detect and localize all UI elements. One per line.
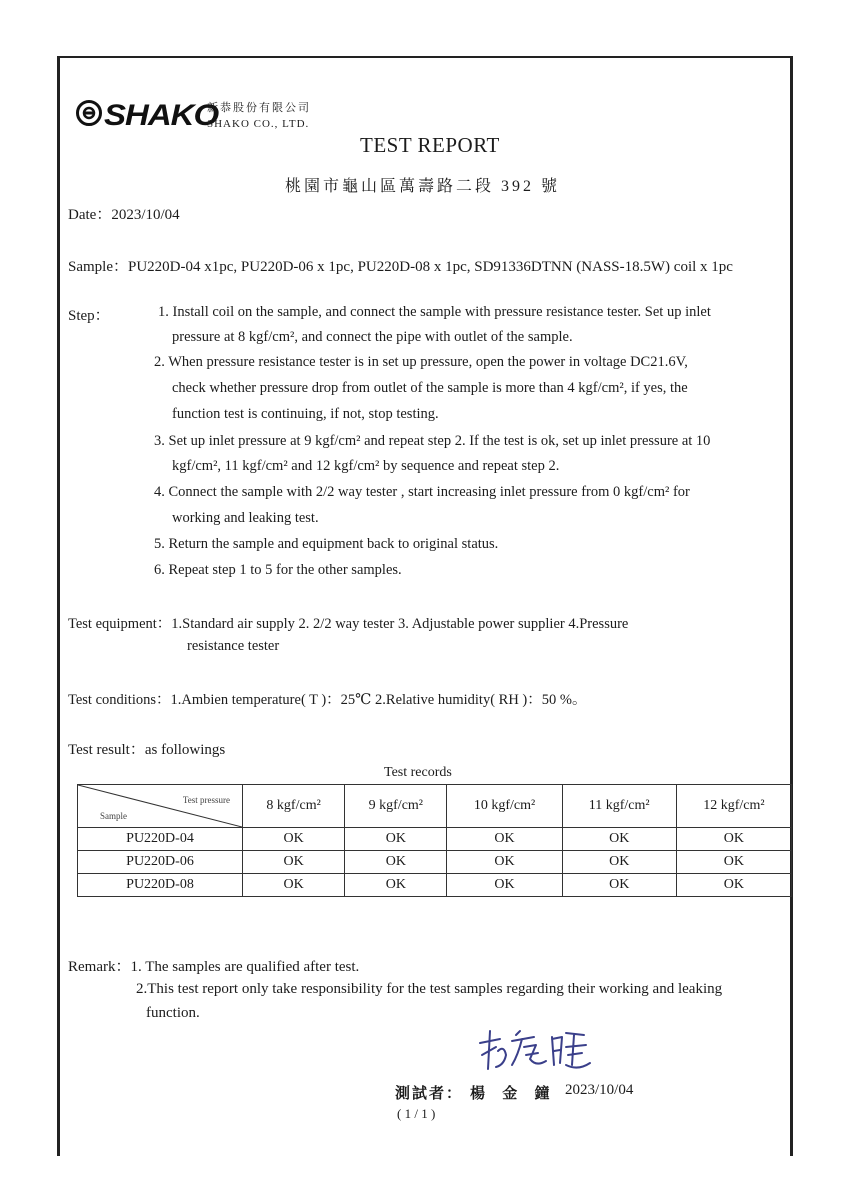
pressure-header: 10 kgf/cm² [447,785,562,828]
step-label: Step： [68,308,110,324]
result-cell: OK [345,851,447,874]
result-cell: OK [562,874,676,897]
company-name-cn: 新恭股份有限公司 [207,102,311,114]
result-cell: OK [243,828,345,851]
tester-name: 楊 金 鐘 [470,1084,556,1102]
remark-line-1: Remark：1. The samples are qualified after test. [68,959,360,975]
company-address: 桃園市龜山區萬壽路二段 392 號 [285,178,561,195]
result-cell: OK [562,828,676,851]
result-cell: OK [447,828,562,851]
result-cell: OK [345,828,447,851]
report-date: Date：2023/10/04 [68,207,180,223]
sample-name-cell: PU220D-08 [78,874,243,897]
company-logo-icon [76,100,102,126]
test-equipment: Test equipment：1.Standard air supply 2. 2/2 way tester 3. Adjustable power supplier 4.Pressure [68,616,629,632]
result-cell: OK [447,851,562,874]
remark-line-3: function. [146,1005,200,1021]
result-cell: OK [243,851,345,874]
table-caption: Test records [384,765,452,780]
tester-date: 2023/10/04 [565,1082,634,1098]
step-line: 5. Return the sample and equipment back to original status. [154,536,499,552]
result-cell: OK [243,874,345,897]
sample-name-cell: PU220D-04 [78,828,243,851]
pressure-header: 12 kgf/cm² [676,785,791,828]
result-cell: OK [562,851,676,874]
step-line: 2. When pressure resistance tester is in set up pressure, open the power in voltage DC21.6V, [154,354,688,370]
step-line: working and leaking test. [172,510,319,526]
page-number: ( 1 / 1 ) [397,1106,436,1121]
step-line: function test is continuing, if not, stop testing. [172,406,439,422]
handwritten-signature [474,1025,594,1073]
pressure-header: 11 kgf/cm² [562,785,676,828]
report-title: TEST REPORT [360,133,500,157]
result-cell: OK [676,851,791,874]
test-records-table [77,784,792,897]
diag-header-sample: Sample [100,811,127,821]
company-logo-text: SHAKO [104,98,219,132]
test-conditions: Test conditions：1.Ambien temperature( T )：25℃ 2.Relative humidity( RH )：50 %。 [68,692,587,708]
step-line: pressure at 8 kgf/cm², and connect the pipe with outlet of the sample. [172,329,573,345]
result-cell: OK [447,874,562,897]
table-header-row [78,785,792,828]
company-name-en: SHAKO CO., LTD. [207,118,310,130]
result-cell: OK [345,874,447,897]
tester-label: 測試者： [395,1084,464,1102]
diag-header-pressure: Test pressure [182,795,230,805]
step-line: 4. Connect the sample with 2/2 way tester , start increasing inlet pressure from 0 kgf/cm² for [154,484,690,500]
diagonal-header-cell [78,785,243,828]
table-row [78,828,792,851]
step-line: kgf/cm², 11 kgf/cm² and 12 kgf/cm² by sequence and repeat step 2. [172,458,560,474]
pressure-header: 8 kgf/cm² [243,785,345,828]
test-result-label: Test result：as followings [68,742,226,758]
pressure-header: 9 kgf/cm² [345,785,447,828]
result-cell: OK [676,874,791,897]
step-line: 1. Install coil on the sample, and connect the sample with pressure resistance tester. Set up inlet [158,304,711,320]
table-row [78,874,792,897]
sample-line: Sample：PU220D-04 x1pc, PU220D-06 x 1pc, PU220D-08 x 1pc, SD91336DTNN (NASS-18.5W) coil x 1pc [68,259,733,275]
result-cell: OK [676,828,791,851]
table-row [78,851,792,874]
test-equipment-cont: resistance tester [187,638,280,654]
sample-name-cell: PU220D-06 [78,851,243,874]
step-line: 3. Set up inlet pressure at 9 kgf/cm² and repeat step 2. If the test is ok, set up inlet pressure at 10 [154,433,711,449]
step-line: 6. Repeat step 1 to 5 for the other samples. [154,562,402,578]
remark-line-2: 2.This test report only take responsibility for the test samples regarding their working and leaking [136,981,723,997]
step-line: check whether pressure drop from outlet of the sample is more than 4 kgf/cm², if yes, the [172,380,688,396]
